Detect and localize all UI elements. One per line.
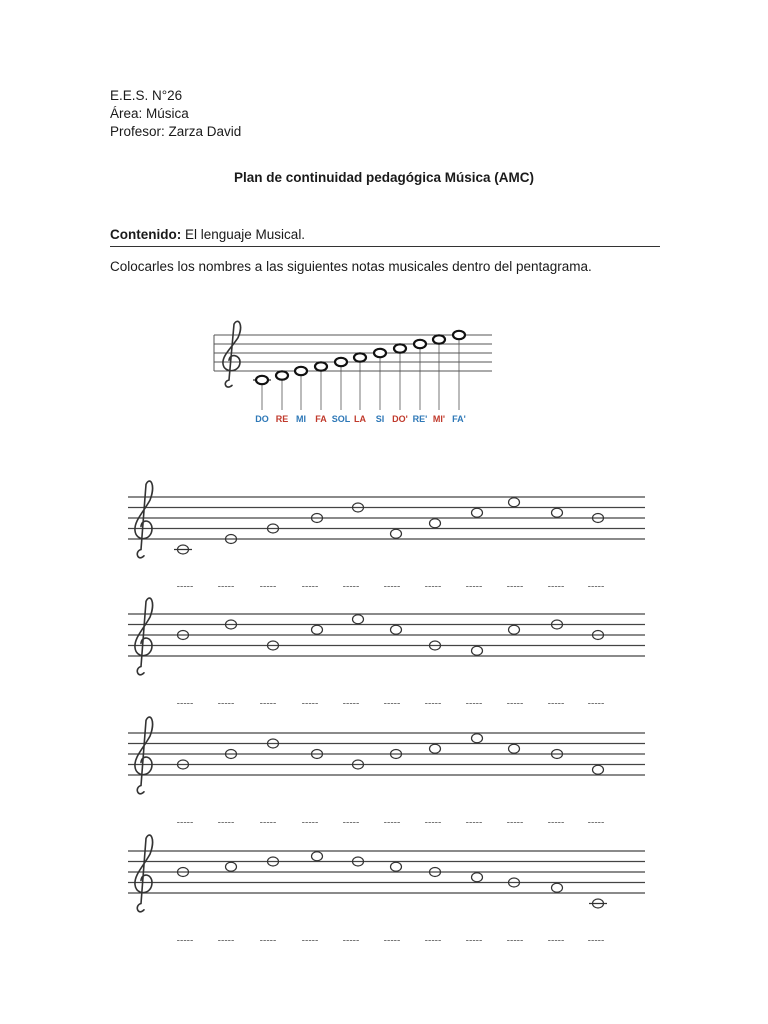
answer-blank: -----: [506, 935, 524, 945]
answer-blank: -----: [176, 698, 194, 710]
divider: [110, 246, 660, 247]
whole-note: [354, 353, 366, 361]
answer-blank: -----: [217, 698, 235, 710]
answer-blank: -----: [506, 698, 524, 710]
answer-blank: -----: [301, 817, 319, 829]
whole-note: [509, 625, 520, 634]
whole-note: [453, 331, 465, 339]
whole-note: [414, 340, 426, 348]
whole-note: [552, 508, 563, 517]
note-label: MI': [432, 414, 446, 424]
answer-blank: -----: [547, 698, 565, 710]
answer-blank: -----: [383, 935, 401, 945]
answer-blank: -----: [506, 817, 524, 829]
whole-note: [276, 371, 288, 379]
answer-blank: -----: [465, 581, 483, 593]
note-label: SOL: [331, 414, 351, 424]
exercises-area: [110, 475, 660, 945]
answer-blank: -----: [342, 698, 360, 710]
answer-blank: -----: [465, 817, 483, 829]
answer-blank: -----: [587, 935, 605, 945]
answer-blank: -----: [301, 935, 319, 945]
reference-scale: [200, 318, 500, 430]
answer-blank: -----: [259, 698, 277, 710]
note-label: RE': [412, 414, 428, 424]
whole-note: [312, 852, 323, 861]
answer-blank: -----: [506, 581, 524, 593]
note-label: SI: [375, 414, 385, 424]
exercise-treble-clef-icon: [135, 717, 153, 794]
whole-note: [509, 498, 520, 507]
note-label: DO: [255, 414, 269, 424]
contenido-label: Contenido:: [110, 227, 182, 242]
whole-note: [472, 734, 483, 743]
answer-blank: -----: [383, 581, 401, 593]
whole-note: [391, 862, 402, 871]
answer-blank: -----: [383, 698, 401, 710]
whole-note: [593, 765, 604, 774]
note-label: MI: [296, 414, 306, 424]
area-label: Área: Música: [110, 106, 189, 121]
answer-blank: -----: [587, 581, 605, 593]
contenido-line: [110, 227, 305, 242]
answer-blank: -----: [547, 817, 565, 829]
school-name: E.E.S. N°26: [110, 88, 183, 103]
answer-blank: -----: [424, 817, 442, 829]
whole-note: [312, 625, 323, 634]
answer-blank: -----: [424, 698, 442, 710]
whole-note: [391, 529, 402, 538]
note-label: RE: [275, 414, 289, 424]
whole-note: [552, 883, 563, 892]
answer-blank: -----: [259, 935, 277, 945]
instruction-text: Colocarles los nombres a las siguientes notas musicales dentro del pentagrama.: [110, 259, 592, 274]
answer-blank: -----: [587, 817, 605, 829]
answer-blank: -----: [465, 935, 483, 945]
answer-blank: -----: [587, 698, 605, 710]
contenido-value: El lenguaje Musical.: [185, 227, 306, 242]
note-label: DO': [392, 414, 408, 424]
whole-note: [472, 646, 483, 655]
answer-blank: -----: [424, 935, 442, 945]
answer-blank: -----: [259, 817, 277, 829]
whole-note: [430, 519, 441, 528]
whole-note: [256, 376, 268, 384]
note-label: LA: [354, 414, 366, 424]
teacher-label: Profesor: Zarza David: [110, 124, 242, 139]
answer-blank: -----: [301, 698, 319, 710]
answer-blank: -----: [301, 581, 319, 593]
whole-note: [353, 615, 364, 624]
exercise-treble-clef-icon: [135, 481, 153, 558]
answer-blank: -----: [217, 581, 235, 593]
whole-note: [226, 862, 237, 871]
answer-blank: -----: [217, 935, 235, 945]
exercise-treble-clef-icon: [135, 598, 153, 675]
answer-blank: -----: [342, 581, 360, 593]
whole-note: [472, 873, 483, 882]
exercise-treble-clef-icon: [135, 835, 153, 912]
answer-blank: -----: [547, 581, 565, 593]
answer-blank: -----: [547, 935, 565, 945]
answer-blank: -----: [383, 817, 401, 829]
whole-note: [509, 744, 520, 753]
answer-blank: -----: [259, 581, 277, 593]
whole-note: [374, 349, 386, 357]
answer-blank: -----: [342, 817, 360, 829]
whole-note: [394, 344, 406, 352]
answer-blank: -----: [176, 581, 194, 593]
whole-note: [335, 358, 347, 366]
answer-blank: -----: [424, 581, 442, 593]
answer-blank: -----: [176, 935, 194, 945]
page-title: Plan de continuidad pedagógica Música (AMC): [233, 170, 535, 185]
answer-blank: -----: [176, 817, 194, 829]
whole-note: [430, 744, 441, 753]
note-label: FA: [315, 414, 327, 424]
whole-note: [472, 508, 483, 517]
whole-note: [315, 362, 327, 370]
ref-treble-clef-icon: [223, 321, 241, 387]
whole-note: [433, 335, 445, 343]
answer-blank: -----: [342, 935, 360, 945]
note-label: FA': [452, 414, 466, 424]
whole-note: [391, 625, 402, 634]
whole-note: [295, 367, 307, 375]
answer-blank: -----: [465, 698, 483, 710]
answer-blank: -----: [217, 817, 235, 829]
